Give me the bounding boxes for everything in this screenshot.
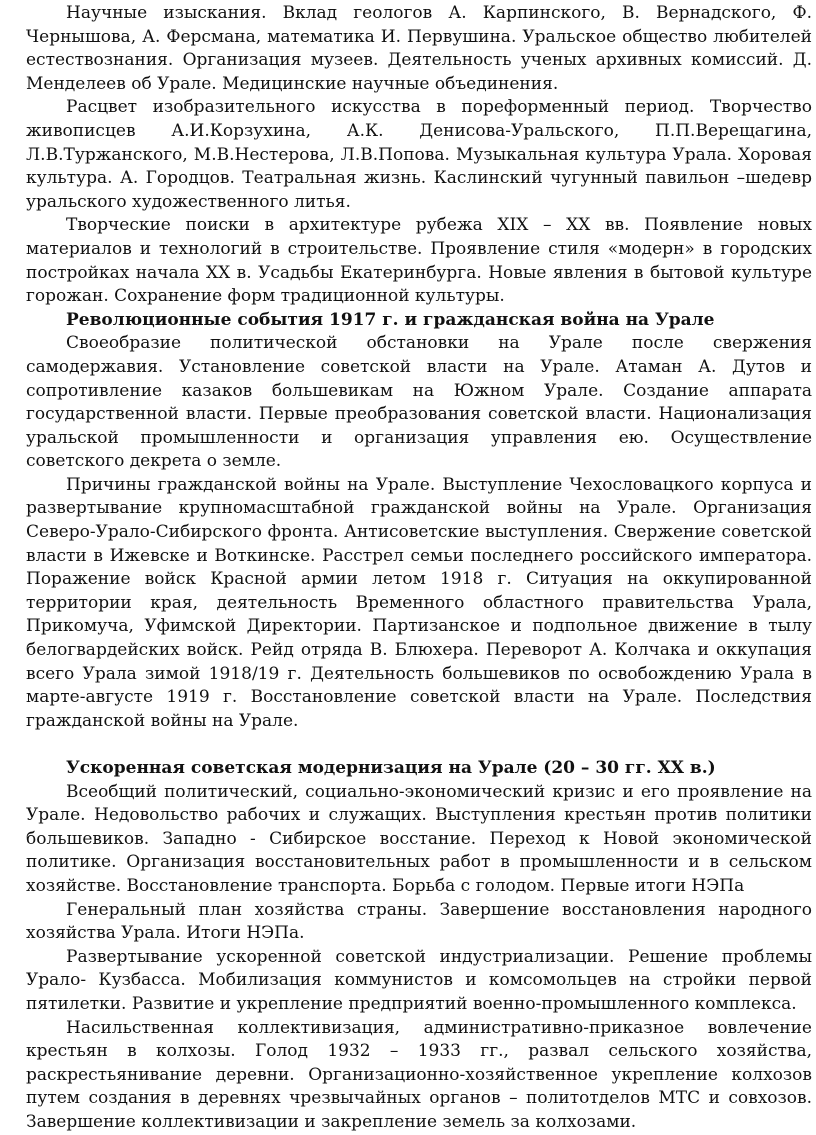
paragraph-civil-war-causes: Причины гражданской войны на Урале. Выступление Чехословацкого корпуса и развертывание крупномасштабной гражданской войны на Урале. Организация Северо-Урало-Сибирского фронта. Антисоветские выступления. Свержение советской власти в Ижевске и Воткинске. Расстрел семьи последнего российского императора. Поражение войск Красной армии летом 1918 г. Ситуация на оккупированной территории края, деятельность Временного областного правительства Урала, Прикомуча, Уфимской Директории. Партизанское и подпольное движение в тылу белогвардейских войск. Рейд отряда В. Блюхера. Переворот А. Колчака и оккупация всего Урала зимой 1918/19 г. Деятельность большевиков по освобождению Урала в марте-августе 1919 г. Восстановление советской власти на Урале. Последствия гражданской войны на Урале. <box>26 474 812 731</box>
section-spacer <box>26 733 812 757</box>
heading-soviet-modernization: Ускоренная советская модернизация на Урале (20 – 30 гг. XX в.) <box>66 758 716 778</box>
paragraph-crisis-nep: Всеобщий политический, социально-экономический кризис и его проявление на Урале. Недовольство рабочих и служащих. Выступления крестьян против политики большевиков. Западно - Сибирское восстание. Переход к Новой экономической политике. Организация восстановительных работ в промышленности и в сельском хозяйстве. Восстановление транспорта. Борьба с голодом. Первые итоги НЭПа <box>26 781 812 896</box>
paragraph-general-plan: Генеральный план хозяйства страны. Завершение восстановления народного хозяйства Урала. Итоги НЭПа. <box>26 899 812 944</box>
heading-revolution-civil-war: Революционные события 1917 г. и гражданская война на Урале <box>66 309 715 330</box>
paragraph-political-situation: Своеобразие политической обстановки на Урале после свержения самодержавия. Установление советской власти на Урале. Атаман А. Дутов и сопротивление казаков большевикам на Южном Урале. Создание аппарата государственной власти. Первые преобразования советской власти. Национализация уральской промышленности и организация управления ею. Осуществление советского декрета о земле. <box>26 333 812 472</box>
paragraph-fine-arts: Расцвет изобразительного искусства в пореформенный период. Творчество живописцев А.И.Корзухина, А.К. Денисова-Уральского, П.П.Верещагина, Л.В.Туржанского, М.В.Нестерова, Л.В.Попова. Музыкальная культура Урала. Хоровая культура. А. Городцов. Театральная жизнь. Каслинский чугунный павильон –шедевр уральского художественного литья. <box>26 97 812 212</box>
paragraph-industrialization: Развертывание ускоренной советской индустриализации. Решение проблемы Урало- Кузбасса. Мобилизация коммунистов и комсомольцев на стройки первой пятилетки. Развитие и укрепление предприятий военно-промышленного комплекса. <box>26 946 812 1014</box>
paragraph-collectivization: Насильственная коллективизация, административно-приказное вовлечение крестьян в колхозы. Голод 1932 – 1933 гг., развал сельского хозяйства, раскрестьянивание деревни. Организационно-хозяйственное укрепление колхозов путем создания в деревнях чрезвычайных органов – политотделов МТС и совхозов. Завершение коллективизации и закрепление земель за колхозами. <box>26 1017 812 1132</box>
paragraph-science: Научные изыскания. Вклад геологов А. Карпинского, В. Вернадского, Ф. Чернышова, А. Ферсмана, математика И. Первушина. Уральское общество любителей естествознания. Организация музеев. Деятельность ученых архивных комиссий. Д. Менделеев об Урале. Медицинские научные объединения. <box>26 3 812 94</box>
paragraph-architecture: Творческие поиски в архитектуре рубежа XIX – XX вв. Появление новых материалов и технологий в строительстве. Проявление стиля «модерн» в городских постройках начала XX в. Усадьбы Екатеринбурга. Новые явления в бытовой культуре горожан. Сохранение форм традиционной культуры. <box>26 215 812 307</box>
